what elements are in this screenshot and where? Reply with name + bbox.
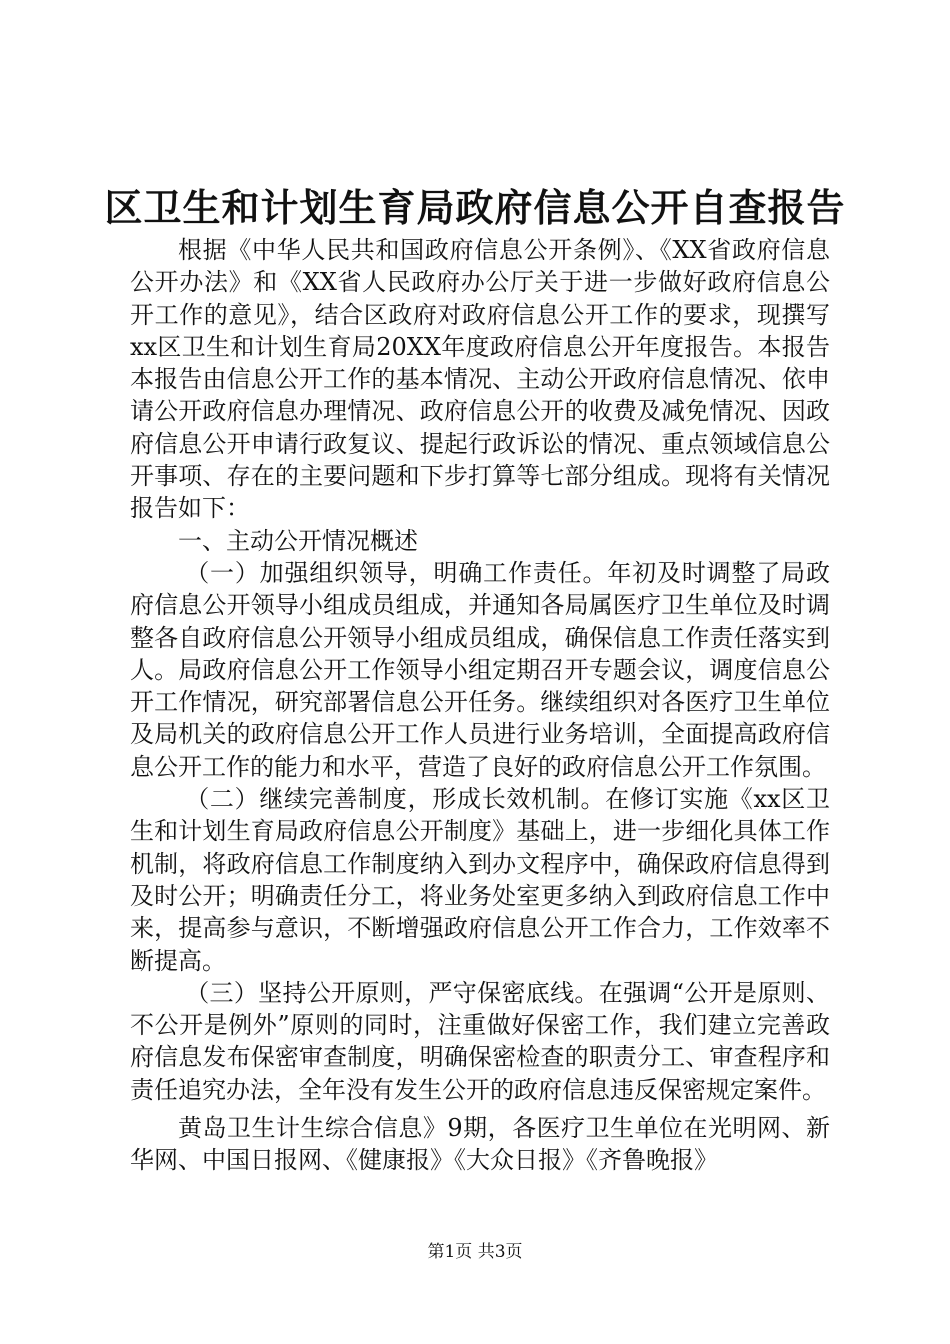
paragraph-item-2: （二）继续完善制度，形成长效机制。在修订实施《xx区卫生和计划生育局政府信息公开制度》基础上，进一步细化具体工作机制，将政府信息工作制度纳入到办文程序中，确保政府信息得到及时公开；明确责任分工，将业务处室更多纳入到政府信息工作中来，提高参与意识，不断增强政府信息公开工作合力，工作效率不断提高。 [130, 785, 830, 975]
paragraph-intro: 根据《中华人民共和国政府信息公开条例》、《XX省政府信息公开办法》和《XX省人民政府办公厅关于进一步做好政府信息公开工作的意见》，结合区政府对政府信息公开工作的要求，现撰写xx区卫生和计划生育局20XX年度政府信息公开年度报告。本报告本报告由信息公开工作的基本情况、主动公开政府信息情况、依申请公开政府信息办理情况、政府信息公开的收费及减免情况、因政府信息公开申请行政复议、提起行政诉讼的情况、重点领域信息公开事项、存在的主要问题和下步打算等七部分组成。现将有关情况报告如下： [130, 236, 830, 523]
document-body [130, 234, 830, 1177]
paragraph-continued: 黄岛卫生计生综合信息》9期，各医疗卫生单位在光明网、新华网、中国日报网、《健康报》《大众日报》《齐鲁晚报》 [130, 1114, 830, 1175]
page-number-footer: 第1页 共3页 [427, 1242, 523, 1262]
paragraph-item-1: （一）加强组织领导，明确工作责任。年初及时调整了局政府信息公开领导小组成员组成，并通知各局属医疗卫生单位及时调整各自政府信息公开领导小组成员组成，确保信息工作责任落实到人。局政府信息公开工作领导小组定期召开专题会议，调度信息公开工作情况，研究部署信息公开任务。继续组织对各医疗卫生单位及局机关的政府信息公开工作人员进行业务培训，全面提高政府信息公开工作的能力和水平，营造了良好的政府信息公开工作氛围。 [130, 558, 830, 781]
paragraph-item-3: （三）坚持公开原则，严守保密底线。在强调“公开是原则、不公开是例外”原则的同时，注重做好保密工作，我们建立完善政府信息发布保密审查制度，明确保密检查的职责分工、审查程序和责任追究办法，全年没有发生公开的政府信息违反保密规定案件。 [130, 978, 830, 1104]
section-heading: 一、主动公开情况概述 [178, 526, 418, 555]
document-title: 区卫生和计划生育局政府信息公开自查报告 [104, 185, 846, 230]
